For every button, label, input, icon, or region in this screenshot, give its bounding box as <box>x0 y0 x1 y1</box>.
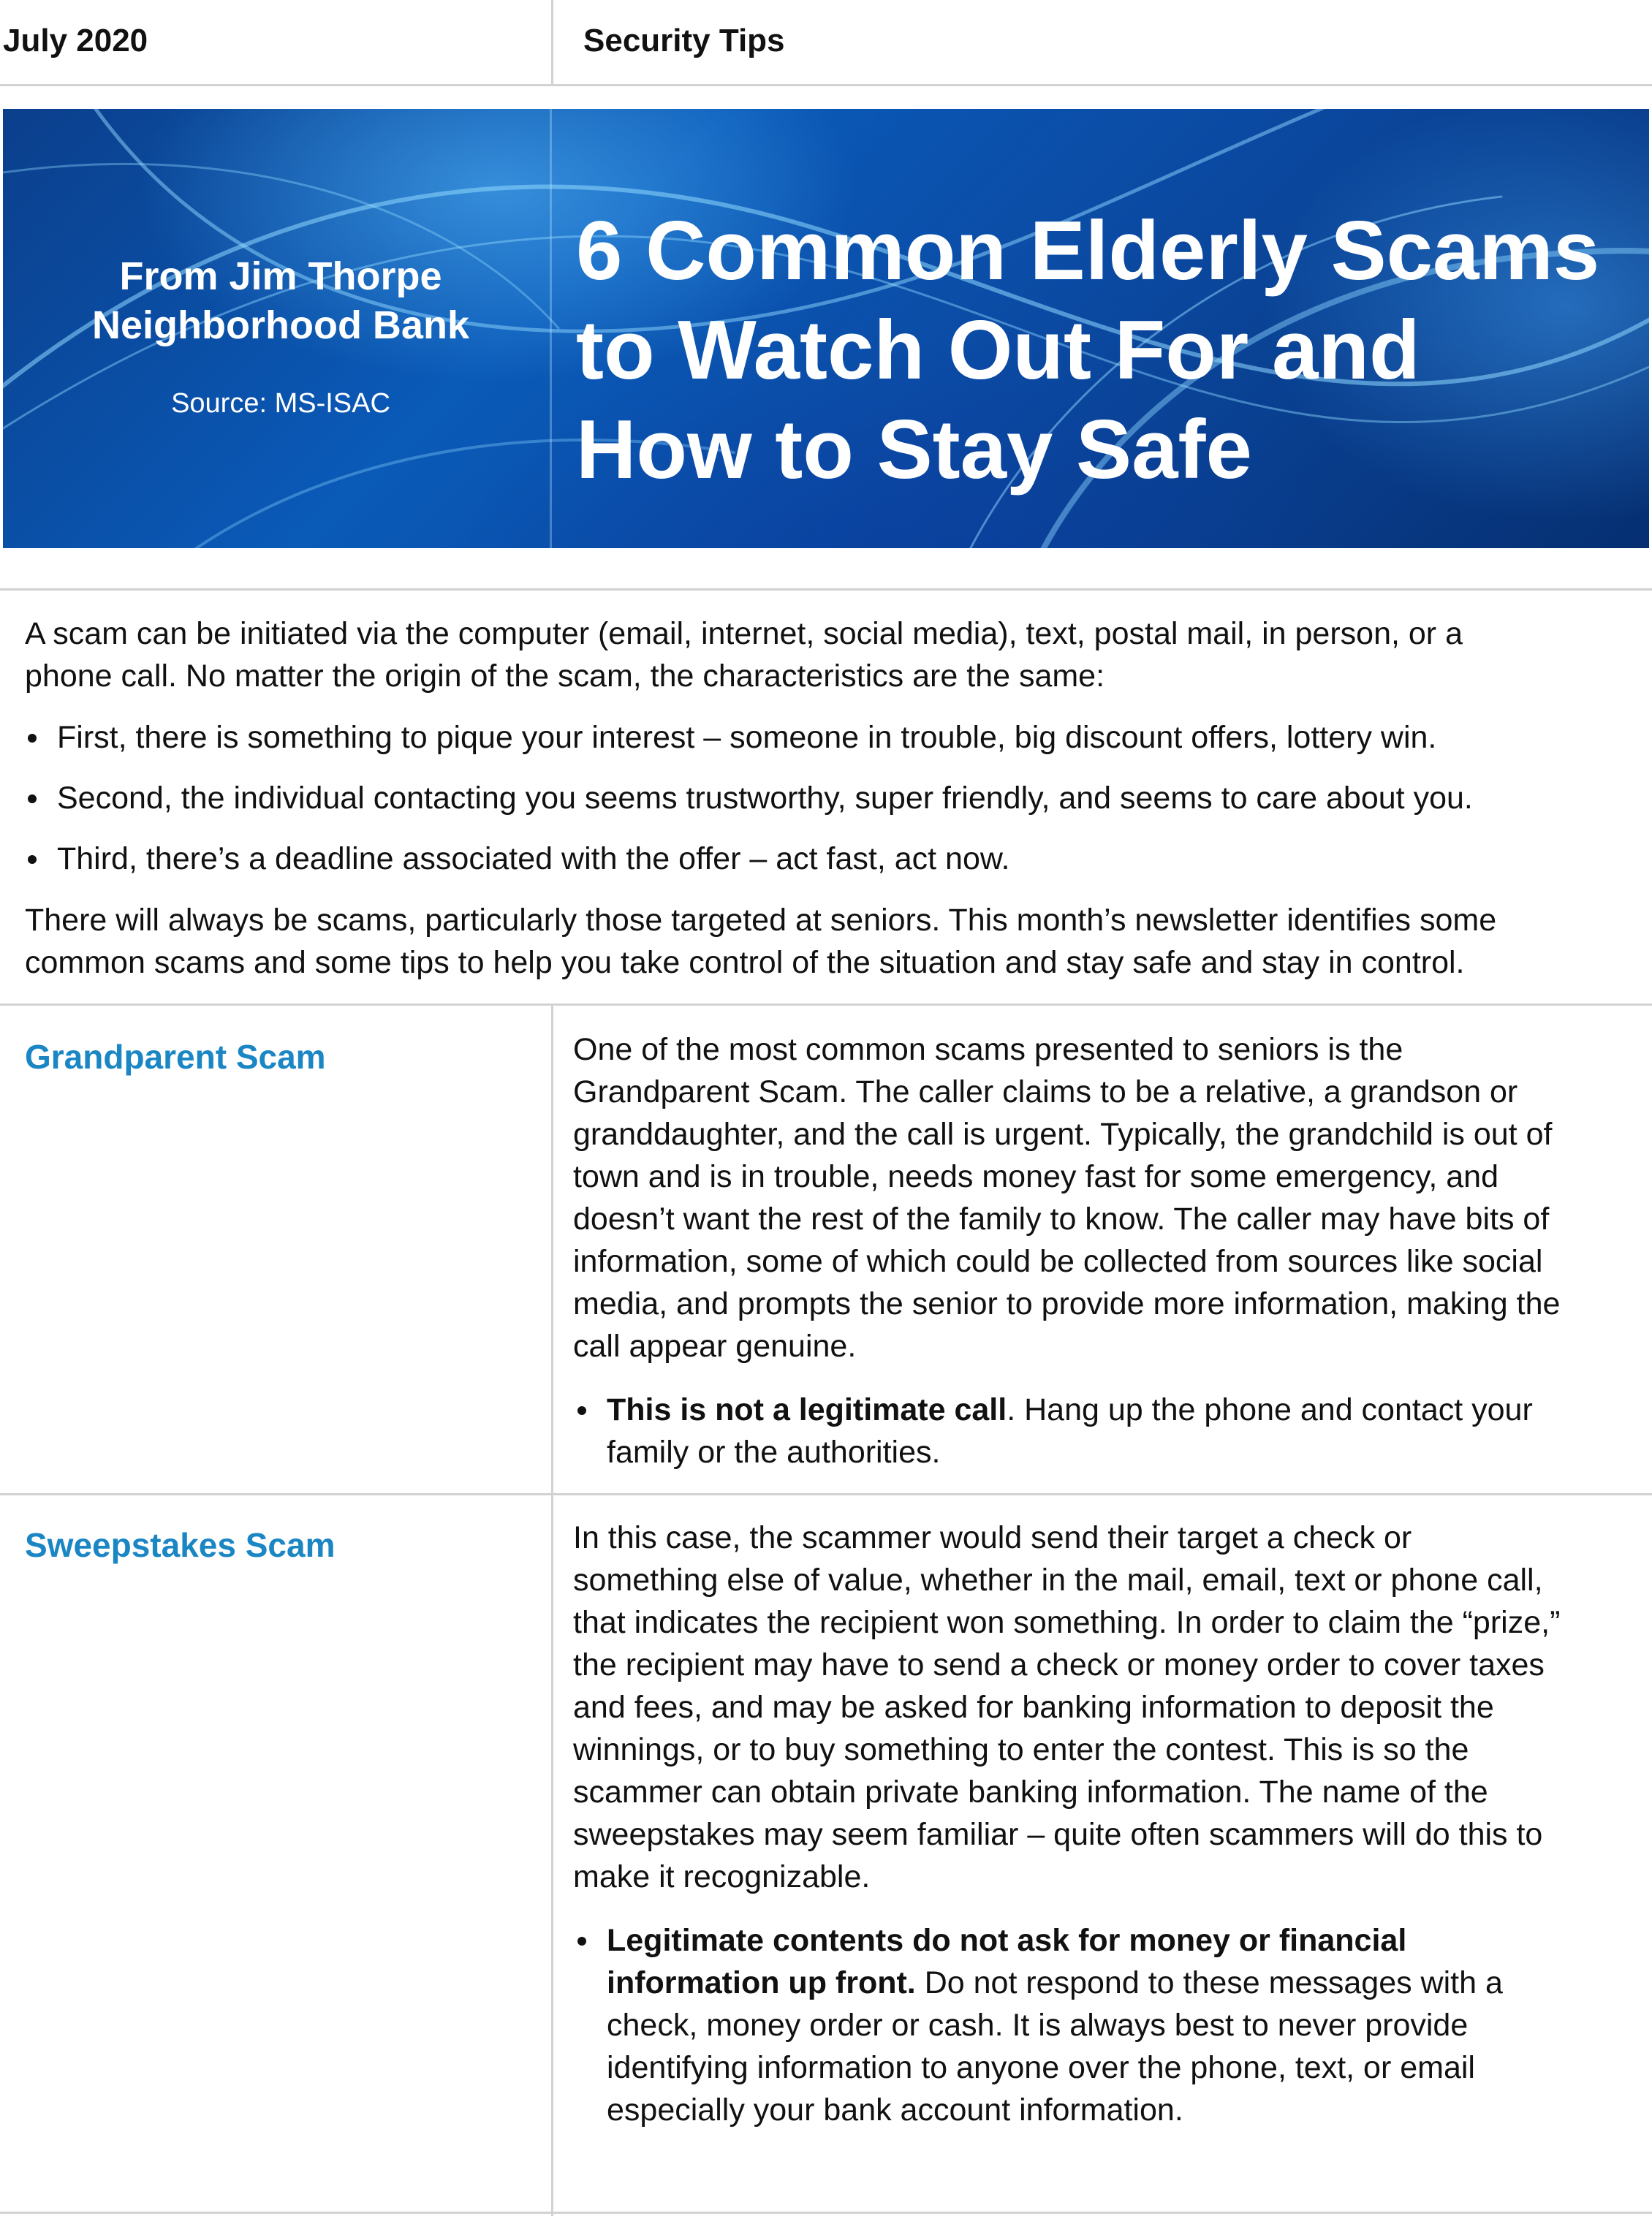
intro-bullet-3: Third, there’s a deadline associated with the offer – act fast, act now. <box>57 841 1010 876</box>
sweepstakes-text-line: scammer can obtain private banking information. The name of the <box>573 1775 1488 1810</box>
grandparent-text-line: One of the most common scams presented to seniors is the <box>573 1032 1403 1067</box>
grandparent-tip-text: . Hang up the phone and contact your <box>1007 1392 1533 1427</box>
page-bottom-rule <box>0 2212 1652 2214</box>
grandparent-text-line: information, some of which could be collected from sources like social <box>573 1244 1543 1279</box>
sweepstakes-tip-line3: check, money order or cash. It is always best to never provide <box>607 2008 1469 2043</box>
section-column-divider <box>551 1493 553 2216</box>
headline-line1: 6 Common Elderly Scams <box>576 205 1600 297</box>
bullet-icon <box>577 1406 586 1415</box>
header-rule <box>0 84 1652 86</box>
grandparent-text-line: town and is in trouble, needs money fast for some emergency, and <box>573 1159 1499 1194</box>
sweepstakes-text-line: make it recognizable. <box>573 1859 871 1894</box>
headline-line3: How to Stay Safe <box>576 403 1252 496</box>
sweepstakes-tip-line2 <box>607 1962 1503 2004</box>
sweepstakes-text-line: and fees, and may be asked for banking information to deposit the <box>573 1690 1494 1725</box>
sweepstakes-text-line: sweepstakes may seem familiar – quite often scammers will do this to <box>573 1817 1543 1852</box>
section-label: Security Tips <box>583 23 785 58</box>
grandparent-tip-emphasis: This is not a legitimate call <box>607 1392 1007 1427</box>
intro-paragraph-line2: phone call. No matter the origin of the scam, the characteristics are the same: <box>25 659 1105 694</box>
sweepstakes-tip-line1 <box>607 1919 1406 1962</box>
sweepstakes-tip-text: Do not respond to these messages with a <box>915 1965 1503 2000</box>
bank-name-line1: From Jim Thorpe <box>119 254 442 298</box>
intro-closing-line1: There will always be scams, particularly those targeted at seniors. This month’s newsletter identifies some <box>25 903 1497 938</box>
source-credit: Source: MS-ISAC <box>171 388 390 419</box>
grandparent-text-line: granddaughter, and the call is urgent. Typically, the grandchild is out of <box>573 1117 1553 1152</box>
banner-divider <box>550 109 552 548</box>
section-title-grandparent-scam: Grandparent Scam <box>25 1038 326 1076</box>
sweepstakes-text-line: the recipient may have to send a check or money order to cover taxes <box>573 1647 1545 1682</box>
sweepstakes-text-line: winnings, or to buy something to enter the contest. This is so the <box>573 1732 1469 1767</box>
section-column-divider <box>551 1003 553 1493</box>
grandparent-text-line: call appear genuine. <box>573 1329 857 1364</box>
intro-bullet-2: Second, the individual contacting you seems trustworthy, super friendly, and seems to care about you. <box>57 781 1473 816</box>
bullet-icon <box>577 1937 586 1946</box>
grandparent-tip-line2: family or the authorities. <box>607 1435 941 1470</box>
bullet-icon <box>28 794 37 803</box>
bank-name-line2: Neighborhood Bank <box>92 303 469 347</box>
issue-date: July 2020 <box>3 23 148 58</box>
header-divider <box>551 0 553 84</box>
sweepstakes-tip-emphasis-1: Legitimate contents do not ask for money or financial <box>607 1923 1407 1958</box>
grandparent-text-line: doesn’t want the rest of the family to know. The caller may have bits of <box>573 1202 1550 1237</box>
section-rule-1 <box>0 1003 1652 1006</box>
sweepstakes-tip-line4: identifying information to anyone over the phone, text, or email <box>607 2050 1475 2085</box>
sweepstakes-tip-emphasis-2: information up front. <box>607 1965 916 2000</box>
bullet-icon <box>28 734 37 743</box>
sweepstakes-text-line: that indicates the recipient won something. In order to claim the “prize,” <box>573 1605 1561 1640</box>
sweepstakes-text-line: something else of value, whether in the mail, email, text or phone call, <box>573 1563 1543 1598</box>
sweepstakes-tip-line5: especially your bank account information. <box>607 2092 1183 2128</box>
section-rule-2 <box>0 1493 1652 1495</box>
sweepstakes-text-line: In this case, the scammer would send their target a check or <box>573 1520 1412 1555</box>
banner-bottom-rule <box>0 588 1652 591</box>
intro-paragraph-line1: A scam can be initiated via the computer (email, internet, social media), text, postal mail, in person, or a <box>25 616 1463 651</box>
headline-line2: to Watch Out For and <box>576 304 1420 397</box>
grandparent-text-line: Grandparent Scam. The caller claims to be a relative, a grandson or <box>573 1074 1518 1109</box>
grandparent-text-line: media, and prompts the senior to provide more information, making the <box>573 1286 1561 1321</box>
hero-banner <box>3 109 1649 548</box>
bullet-icon <box>28 855 37 864</box>
grandparent-tip-line1 <box>607 1389 1533 1431</box>
intro-closing-line2: common scams and some tips to help you take control of the situation and stay safe and stay in control. <box>25 945 1465 980</box>
section-title-sweepstakes-scam: Sweepstakes Scam <box>25 1526 336 1564</box>
intro-bullet-1: First, there is something to pique your interest – someone in trouble, big discount offers, lottery win. <box>57 720 1437 755</box>
